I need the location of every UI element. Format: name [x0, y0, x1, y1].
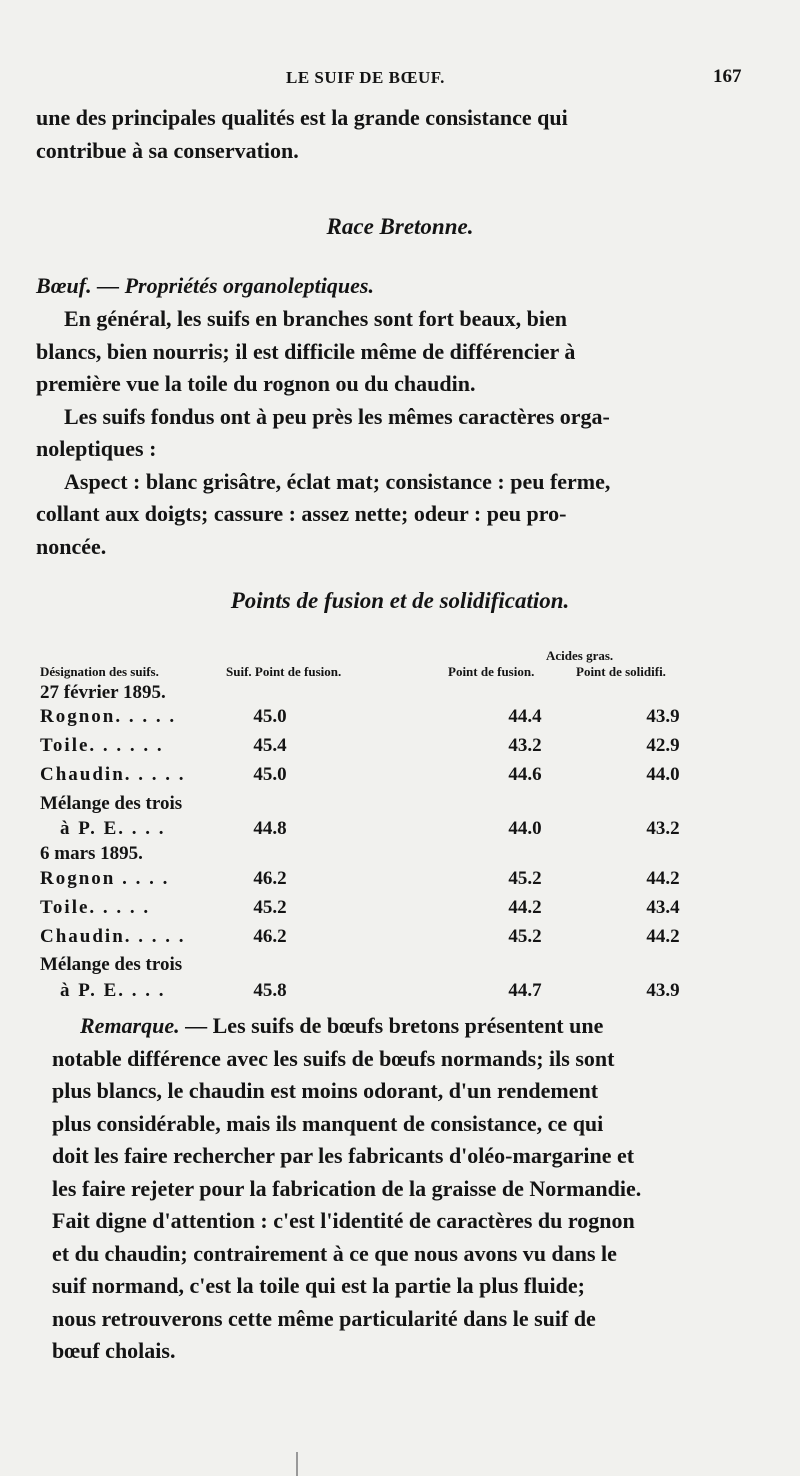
table-row	[40, 868, 760, 897]
table-row	[40, 980, 760, 1009]
text-line: Aspect : blanc grisâtre, éclat mat; consistance : peu ferme,	[64, 468, 611, 494]
row-label: Toile. . . . . .	[40, 735, 164, 756]
text-line: bœuf cholais.	[52, 1338, 176, 1363]
section-title: Race Bretonne.	[326, 214, 474, 239]
text-line: doit les faire rechercher par les fabricants d'oléo-margarine et	[52, 1143, 635, 1168]
column-header-suif: Suif. Point de fusion.	[226, 664, 342, 679]
cell-suif: 46.2	[253, 926, 287, 947]
subheading	[36, 270, 762, 303]
cell-fusion: 45.2	[508, 868, 542, 889]
text-line: blancs, bien nourris; il est difficile même de différencier à	[36, 338, 576, 364]
row-label: Rognon . . . .	[40, 868, 170, 889]
cell-solid: 44.2	[646, 868, 680, 889]
row-label: Mélange des trois	[40, 954, 183, 975]
cell-suif: 44.8	[253, 818, 287, 839]
date-label: 27 février 1895.	[40, 682, 166, 703]
cell-solid: 44.2	[646, 926, 680, 947]
text-line: nous retrouverons cette même particularité dans le suif de	[52, 1305, 596, 1331]
table-row	[40, 926, 760, 955]
text-line: noleptiques :	[36, 436, 157, 461]
intro-paragraph	[36, 102, 762, 167]
text-line	[52, 1010, 760, 1043]
cell-fusion: 44.2	[508, 897, 542, 918]
table-title: Points de fusion et de solidification.	[230, 588, 570, 613]
header-group-acides: Acides gras.	[546, 648, 614, 663]
row-label: Mélange des trois	[40, 793, 183, 814]
cell-solid: 43.4	[646, 897, 680, 918]
table-row	[40, 897, 760, 926]
text-line: contribue à sa conservation.	[36, 137, 299, 163]
remarque-paragraph	[52, 1010, 760, 1368]
running-title: LE SUIF DE BŒUF.	[286, 68, 445, 87]
text-line: noncée.	[36, 533, 107, 559]
cell-fusion: 43.2	[508, 735, 542, 756]
row-label: à P. E. . . .	[60, 980, 166, 1001]
page-number: 167	[713, 66, 742, 87]
cell-suif: 45.0	[253, 706, 287, 727]
row-label: à P. E. . . .	[60, 818, 166, 839]
remarque-label: Remarque.	[80, 1013, 180, 1038]
table-row	[40, 764, 760, 793]
date-label: 6 mars 1895.	[40, 843, 143, 864]
row-label: Chaudin. . . . .	[40, 926, 186, 947]
cell-fusion: 44.6	[508, 764, 542, 785]
text-line: notable différence avec les suifs de bœufs normands; ils sont	[52, 1045, 615, 1071]
text-line: première vue la toile du rognon ou du chaudin.	[36, 371, 476, 396]
cell-suif: 45.4	[253, 735, 287, 756]
cell-solid: 43.9	[646, 980, 680, 1001]
paragraph-general	[36, 303, 762, 563]
subheading-text: Bœuf. — Propriétés organoleptiques.	[36, 273, 374, 298]
text-line: une des principales qualités est la grande consistance qui	[36, 105, 568, 130]
column-header-acides-solid: Point de solidifi.	[576, 664, 666, 679]
column-header-acides-fusion: Point de fusion.	[448, 664, 535, 679]
scan-edge-mark	[296, 1452, 298, 1476]
cell-solid: 43.9	[646, 706, 680, 727]
row-label: Toile. . . . .	[40, 897, 151, 918]
cell-suif: 46.2	[253, 868, 287, 889]
text-line: suif normand, c'est la toile qui est la partie la plus fluide;	[52, 1273, 585, 1298]
text-line: Les suifs fondus ont à peu près les mêmes caractères orga-	[64, 403, 610, 429]
cell-fusion: 44.4	[508, 706, 542, 727]
table-row	[40, 954, 760, 983]
cell-solid: 44.0	[646, 764, 680, 785]
text-line: les faire rejeter pour la fabrication de la graisse de Normandie.	[52, 1175, 642, 1201]
text-line: Fait digne d'attention : c'est l'identité de caractères du rognon	[52, 1208, 635, 1233]
cell-fusion: 44.7	[508, 980, 542, 1001]
cell-solid: 42.9	[646, 735, 680, 756]
cell-suif: 45.2	[253, 897, 287, 918]
text-line: plus blancs, le chaudin est moins odorant, d'un rendement	[52, 1078, 599, 1103]
page-header	[0, 62, 800, 96]
column-header-designation: Désignation des suifs.	[40, 664, 159, 679]
cell-suif: 45.0	[253, 764, 287, 785]
cell-suif: 45.8	[253, 980, 287, 1001]
text-line: et du chaudin; contrairement à ce que nous avons vu dans le	[52, 1240, 617, 1266]
cell-fusion: 45.2	[508, 926, 542, 947]
cell-fusion: 44.0	[508, 818, 542, 839]
table-row	[40, 735, 760, 764]
row-label: Chaudin. . . . .	[40, 764, 186, 785]
text-line: En général, les suifs en branches sont fort beaux, bien	[64, 306, 567, 331]
table-row	[40, 706, 760, 735]
row-label: Rognon. . . . .	[40, 706, 177, 727]
remarque-line-rest: — Les suifs de bœufs bretons présentent une	[179, 1013, 604, 1038]
text-line: collant aux doigts; cassure : assez nette; odeur : peu pro-	[36, 501, 567, 526]
text-line: plus considérable, mais ils manquent de consistance, ce qui	[52, 1110, 604, 1136]
cell-solid: 43.2	[646, 818, 680, 839]
